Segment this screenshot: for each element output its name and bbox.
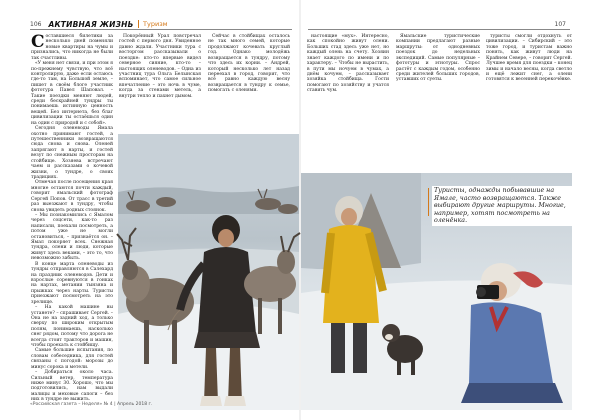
header-rule-right [308, 29, 570, 30]
drop-cap: С [31, 32, 45, 52]
paragraph: Самые большие испытания, по словам собеседника, для гостей связаны с погодой: морозы до минус сорока и метели. [31, 348, 113, 370]
article-lead: оставшиеся билетики за несколько дней поменяли новые квартиры на чумы и признались, что никогда не были так счастливы. [31, 34, 113, 61]
article-column-5 [396, 34, 480, 134]
paragraph: Отмечая после посещения края многие остаются почти каждый, говорит ямальский фотограф Сергей Попов. От трасс в третий раз выезжают в тундру, чтобы снова увидеть родных стоянок. [31, 180, 113, 213]
article-column-3 [208, 34, 290, 134]
paragraph: В конце марта оленеводы из тундры отправляются в Салехард на праздник оленеводов. Дети и взрослые соревнуются в гонках на нартах, метании тынзяна и прыжках через нарты. Туристы приезжают посмотреть на это зрелище. [31, 261, 113, 305]
running-header-right [555, 19, 566, 29]
photo-caption: Туристы, однажды побывавшие на Ямале, часто возвращаются. Также выбирают другие маршруты. Многие, например, хотят посмотреть на оленёнка. [432, 186, 574, 226]
paragraph: – Добираться около часа. Сильный ветер, температура ниже минус 30. Хорошо, что мы подготовились, нам выдали малицы и меховые сапоги – без них в тундре не выжить. [31, 370, 113, 403]
page-footer: «Российская газета – Неделя» № 4 | Апрель 2018 г. [30, 402, 153, 407]
page-number-right: 107 [554, 20, 566, 28]
article-column-6 [486, 34, 572, 134]
paragraph: «У меня нет связи, и при этом я по-прежнему чувствую, что всё контролирую, даже если остаюсь где-то там, на Большой земле, – пишет в своём блоге участник фототура Павел Шаповал. – Такие поездки меняют людей, среди бескрайней тундры ты понимаешь истинную ценность вещей. Без интернета, без благ цивилизации ты остаёшься один на один с природой и с собой». [31, 61, 113, 126]
paragraph: – Мы познакомились с Ямалом через соцсети, как-то раз написали, поехали посмотреть, а потом уже не могли остановиться, – признаётся он. – Ямал покоряет всех. Снежная тундра, олени и люди, которые живут здесь веками, – это то, что невозможно забыть. [31, 212, 113, 262]
section-title: АКТИВНАЯ ЖИЗНЬ [48, 19, 134, 29]
paragraph: Сегодня оленеводы Ямала охотно принимают гостей, а путешественники возвращаются сюда снова и снова. Оленей запрягают в нарты, и гостей везут по снежным просторам на стойбище. Хозяева встречают чаем и рассказами о кочевой жизни, о тундре, о своих традициях. [31, 126, 113, 180]
paragraph: – На какой машине вы устанете? – спрашивает Сергей. – Она не на задний ход, а только сверху по широким открытым полям, понимаешь, насколько снег рядом, потому что дорога не всегда стоит тракторов и машин, чтобы проехать к стойбищу. [31, 305, 113, 349]
paragraph: туристы смогли отдохнуть от цивилизации. – Сибирский – это тоже город, и туристам важно понять, как живут люди на Крайнем Севере, – говорит Сергей. Лучшее время для поездки – конец зимы и начало весны, когда светло и ещё лежит снег, а олени готовятся к весенней перекочёвке. [486, 34, 572, 83]
paragraph: Сейчас в стойбищах осталось не так много семей, которые продолжают кочевать круглый год. Однако молодёжь возвращается в тундру, потому что здесь их корни. – Андрей, который несколько лет назад переехал в город, говорит, что всё равно каждую весну возвращается в тундру к семье, помогать с оленями. [208, 34, 290, 94]
page-number-left: 106 [30, 20, 42, 28]
photo-herder-reindeer [118, 134, 299, 410]
header-accent-bar [138, 20, 140, 28]
section-subtitle: Туризм [143, 20, 168, 28]
article-column-4 [307, 34, 389, 134]
paragraph: Ямальские туристические компании предлагают разные маршруты: от однодневных поездок до недельных экспедиций. Самые популярные – фототуры и этнотуры. Спрос растёт с каждым годом, особенно среди жителей больших городов, уставших от суеты. [396, 34, 480, 83]
paragraph: настоящие «мух». Интересно, как спокойно живут олени. Больших стад здесь уже нет, но каждый олень на счету. Хозяин знает каждого по имени и по характеру. – Чтобы не вырастить, в пути мы ночуем в чумах, а днём кочуем, – рассказывает хозяйка стойбища. Гости помогают по хозяйству и учатся ставить чум. [307, 34, 389, 94]
header-rule-left [30, 29, 292, 30]
paragraph: Покорённый Урал повстречал гостей с первого дня. Увиденное давно ждали. Участники тура с восторгом рассказывали о поездке: кто-то впервые видел северное сияние, кто-то – настоящих оленеводов. – Одна из участниц тура Ольга Белынская вспоминает, что самое сильное впечатление – это ночь в чуме, когда за стенами метель, а внутри тепло и пахнет дымом. [119, 34, 201, 99]
photo-herder-illustration [118, 134, 299, 410]
running-header-left [30, 19, 168, 29]
article-column-1 [31, 32, 113, 403]
article-column-2 [119, 34, 201, 134]
